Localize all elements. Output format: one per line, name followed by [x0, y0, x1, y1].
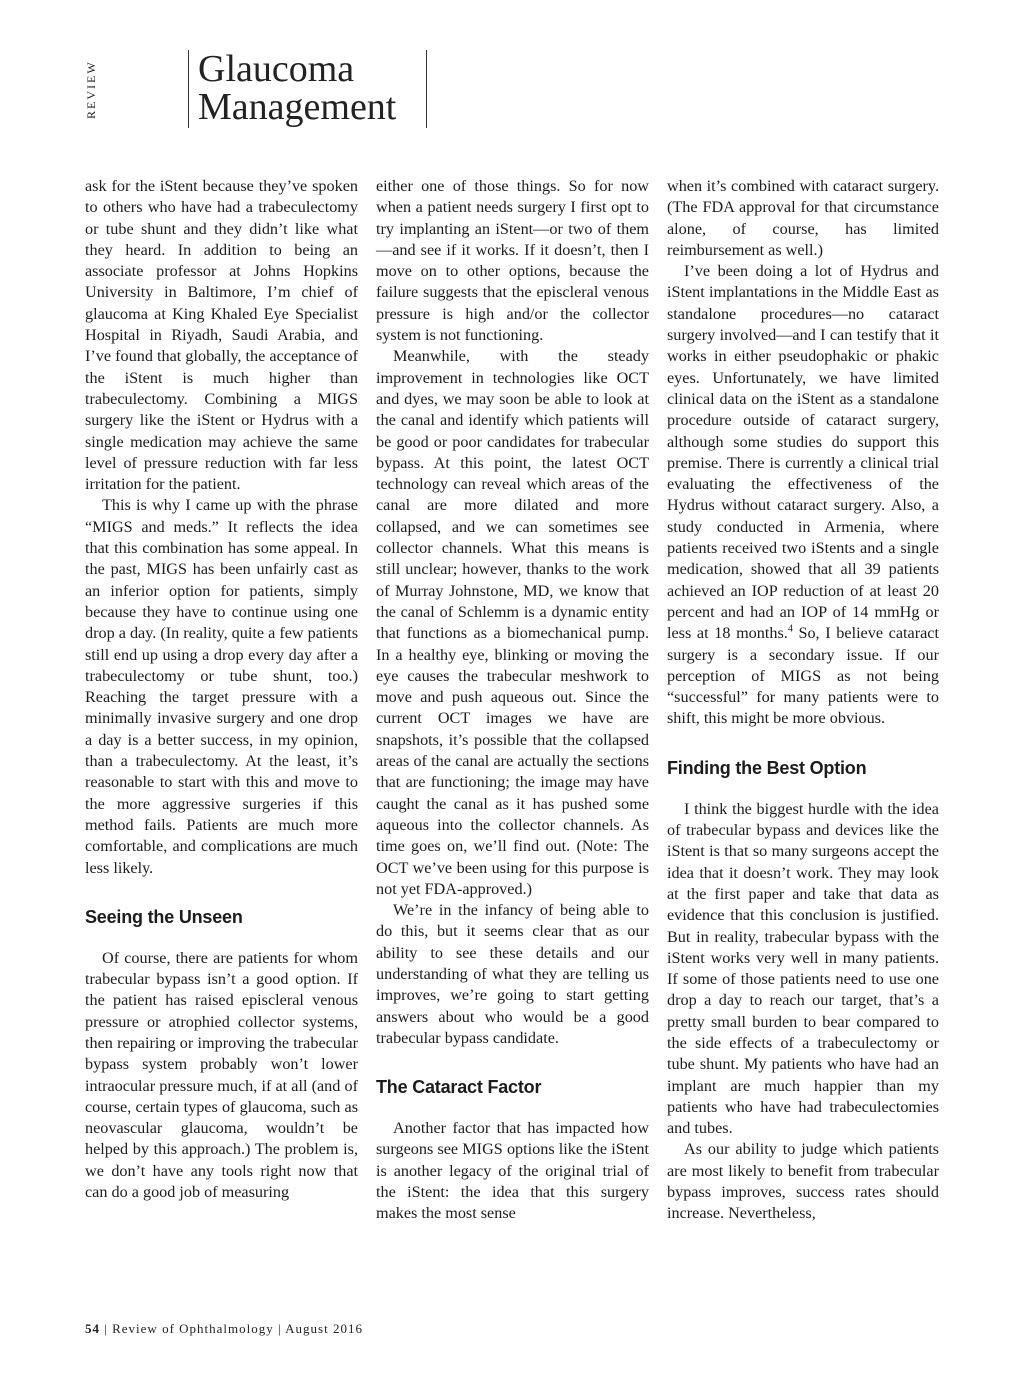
subheading-cataract-factor: The Cataract Factor — [376, 1077, 542, 1098]
article-column-3 — [667, 176, 939, 1225]
header-rule-left — [188, 50, 189, 128]
paragraph: As our ability to judge which patients are most likely to benefit from trabecular bypass improves, success rates should increase. Nevertheless, — [667, 1140, 939, 1223]
article-column-1 — [85, 176, 358, 1203]
subheading-seeing-the-unseen: Seeing the Unseen — [85, 906, 243, 927]
issue-date: August 2016 — [285, 1321, 363, 1336]
paragraph: either one of those things. So for now when a patient needs surgery I first opt to try implanting an iStent—or two of them—and see if it works. If it doesn’t, then I move on to other options, because the failure suggests that the episcleral venous pressure is high and/or the collector system is not functioning. — [376, 177, 649, 345]
section-label: REVIEW — [84, 60, 98, 120]
paragraph: We’re in the infancy of being able to do this, but it seems clear that as our ability to see these details and our understanding of what they are telling us improves, we’re going to start getting answers about who would be a good trabecular bypass candidate. — [376, 901, 649, 1047]
header-rule-right — [426, 50, 427, 128]
subheading-finding-best-option: Finding the Best Option — [667, 757, 867, 778]
paragraph: ask for the iStent because they’ve spoken to others who have had a trabeculectomy or tube shunt and they didn’t like what they heard. In addition to being an associate professor at Johns Hopkins University in Baltimore, I’m chief of glaucoma at King Khaled Eye Specialist Hospital in Riyadh, Saudi Arabia, and I’ve found that globally, the acceptance of the iStent is much higher than trabeculectomy. Combining a MIGS surgery like the iStent or Hydrus with a single medication may achieve the same level of pressure reduction with far less irritation for the patient. — [85, 177, 358, 494]
footer-separator: | — [273, 1321, 286, 1336]
reference-superscript: 4 — [787, 623, 793, 635]
article-column-2 — [376, 176, 649, 1225]
footer-separator: | — [100, 1321, 113, 1336]
paragraph: Meanwhile, with the steady improvement in technologies like OCT and dyes, we may soon be able to look at the canal and identify which patients will be good or poor candidates for trabecular bypass. At this point, the latest OCT technology can reveal which areas of the canal are more dilated and more collapsed, and we can sometimes see collector channels. What this means is still unclear; however, thanks to the work of Murray Johnstone, MD, we know that the canal of Schlemm is a dynamic entity that functions as a biomechanical pump. In a healthy eye, blinking or moving the eye causes the trabecular meshwork to move and push aqueous out. Since the current OCT images we have are snapshots, it’s possible that the collapsed areas of the canal are actually the sections that are functioning; the image may have caught the canal as it has pushed some aqueous into the collector channels. As time goes on, we’ll find out. (Note: The OCT we’ve been using for this purpose is not yet FDA-approved.) — [376, 347, 649, 898]
paragraph: Another factor that has impacted how surgeons see MIGS options like the iStent is another legacy of the original trial of the iStent: the idea that this surgery makes the most sense — [376, 1119, 649, 1223]
section-title-line2: Management — [198, 86, 397, 128]
paragraph: I think the biggest hurdle with the idea of trabecular bypass and devices like the iStent is that so many surgeons accept the idea that it doesn’t work. They may look at the first paper and take that data as evidence that this conclusion is justified. But in reality, trabecular bypass with the iStent works very well in many patients. If some of those patients need to use one drop a day to reach our target, that’s a pretty small burden to bear compared to the side effects of a trabeculectomy or tube shunt. My patients who have had an implant are much happier than my patients who have had trabeculectomies and tubes. — [667, 799, 939, 1138]
paragraph: This is why I came up with the phrase “MIGS and meds.” It reflects the idea that this combination has some appeal. In the past, MIGS has been unfairly cast as an inferior option for patients, simply because they have to continue using one drop a day. (In reality, quite a few patients still end up using a drop every day after a trabeculectomy or tube shunt, too.) Reaching the target pressure with a minimally invasive surgery and one drop a day is a better success, in my opinion, than a trabeculectomy. At the least, it’s reasonable to start with this and move to the more aggressive surgeries if this method fails. Patients are much more comfortable, and complications are much less likely. — [85, 496, 358, 877]
paragraph: Of course, there are patients for whom trabecular bypass isn’t a good option. If the patient has raised episcleral venous pressure or atrophied collector systems, then repairing or improving the trabecular bypass system probably won’t lower intraocular pressure much, if at all (and of course, certain types of glaucoma, such as neovascular glaucoma, wouldn’t be helped by this approach.) The problem is, we don’t have any tools right now that can do a good job of measuring — [85, 948, 358, 1202]
page-number: 54 — [85, 1321, 100, 1336]
journal-name: Review of Ophthalmology — [112, 1321, 274, 1336]
page-footer — [85, 1321, 363, 1337]
paragraph: when it’s combined with cataract surgery. (The FDA approval for that circumstance alone, of course, has limited reimbursement as well.) — [667, 177, 939, 259]
section-title — [198, 50, 396, 126]
paragraph-text: So, I believe cataract surgery is a secondary issue. If our perception of MIGS as not being “successful” for many patients were to shift, this might be more obvious. — [667, 624, 939, 728]
paragraph-text: I’ve been doing a lot of Hydrus and iStent implantations in the Middle East as standalone procedures—no cataract surgery involved—and I can testify that it works in either pseudophakic or phakic eyes. Unfortunately, we have limited clinical data on the iStent as a standalone procedure outside of cataract surgery, although some studies do support this premise. There is currently a clinical trial evaluating the effectiveness of the Hydrus without cataract surgery. Also, a study conducted in Armenia, where patients received two iStents and a single medication, showed that all 39 patients achieved an IOP reduction of at least 20 percent and had an IOP of 14 mmHg or less at 18 months. — [667, 262, 939, 643]
paragraph — [667, 261, 939, 730]
section-title-line1: Glaucoma — [198, 48, 355, 90]
